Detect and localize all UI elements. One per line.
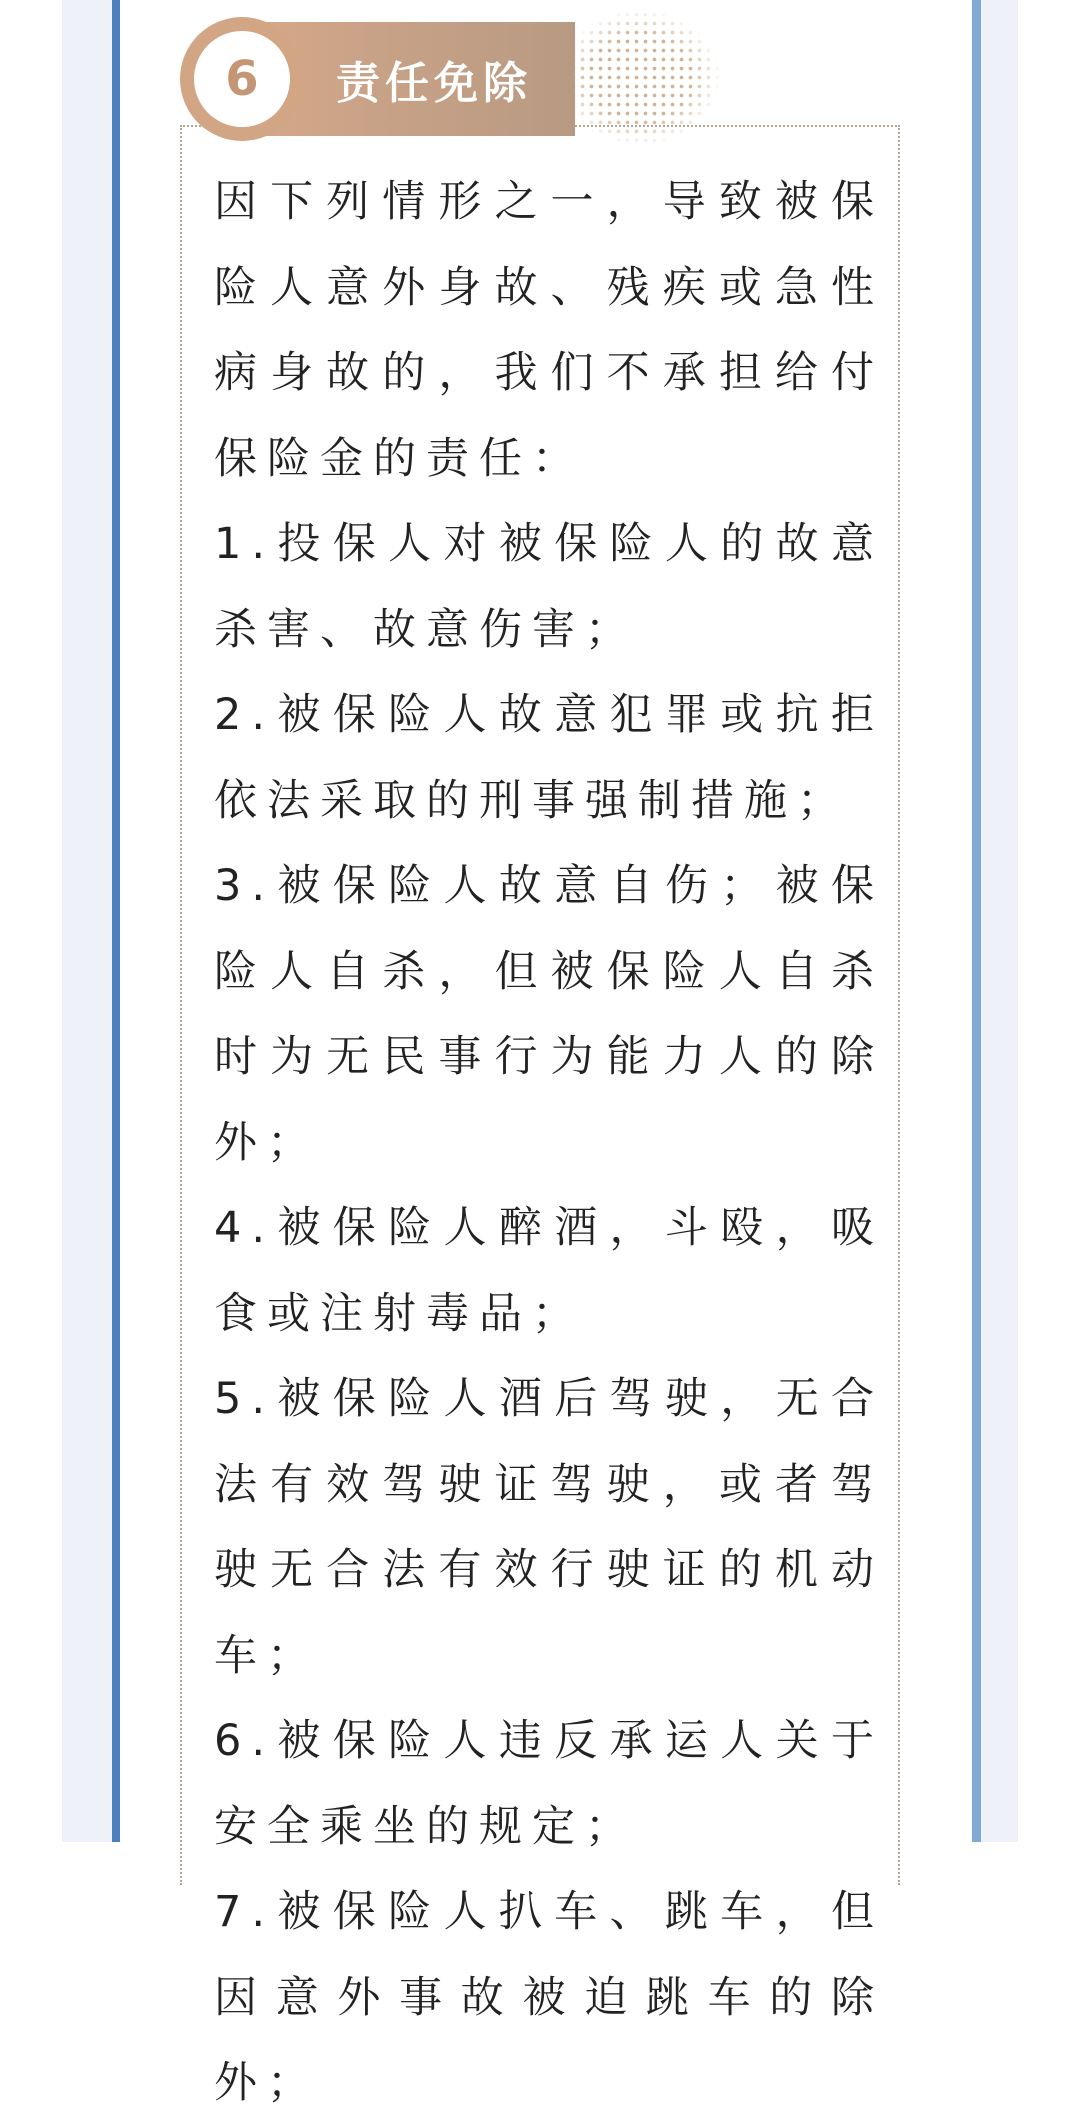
exclusion-item: 5.被保险人酒后驾驶，无合法有效驾驶证驾驶，或者驾驶无合法有效行驶证的机动车； [214,1374,884,1681]
left-frame-bar [112,0,120,1842]
exclusion-item: 4.被保险人醉酒，斗殴，吸食或注射毒品； [214,1203,884,1339]
exclusion-item: 7.被保险人扒车、跳车，但因意外事故被迫跳车的除外； [214,1887,884,2108]
exclusion-text [214,160,884,2127]
right-frame-bar [972,0,981,1842]
exclusion-item: 6.被保险人违反承运人关于安全乘坐的规定； [214,1716,884,1852]
exclusion-item: 2.被保险人故意犯罪或抗拒依法采取的刑事强制措施； [214,690,884,826]
section-title: 责任免除 [336,58,532,109]
exclusion-item: 1.投保人对被保险人的故意杀害、故意伤害； [214,519,884,655]
exclusion-item: 3.被保险人故意自伤；被保险人自杀，但被保险人自杀时为无民事行为能力人的除外； [214,861,884,1168]
intro-paragraph: 因下列情形之一，导致被保险人意外身故、残疾或急性病身故的，我们不承担给付保险金的责任： [214,177,884,484]
section-number: 6 [194,31,290,127]
